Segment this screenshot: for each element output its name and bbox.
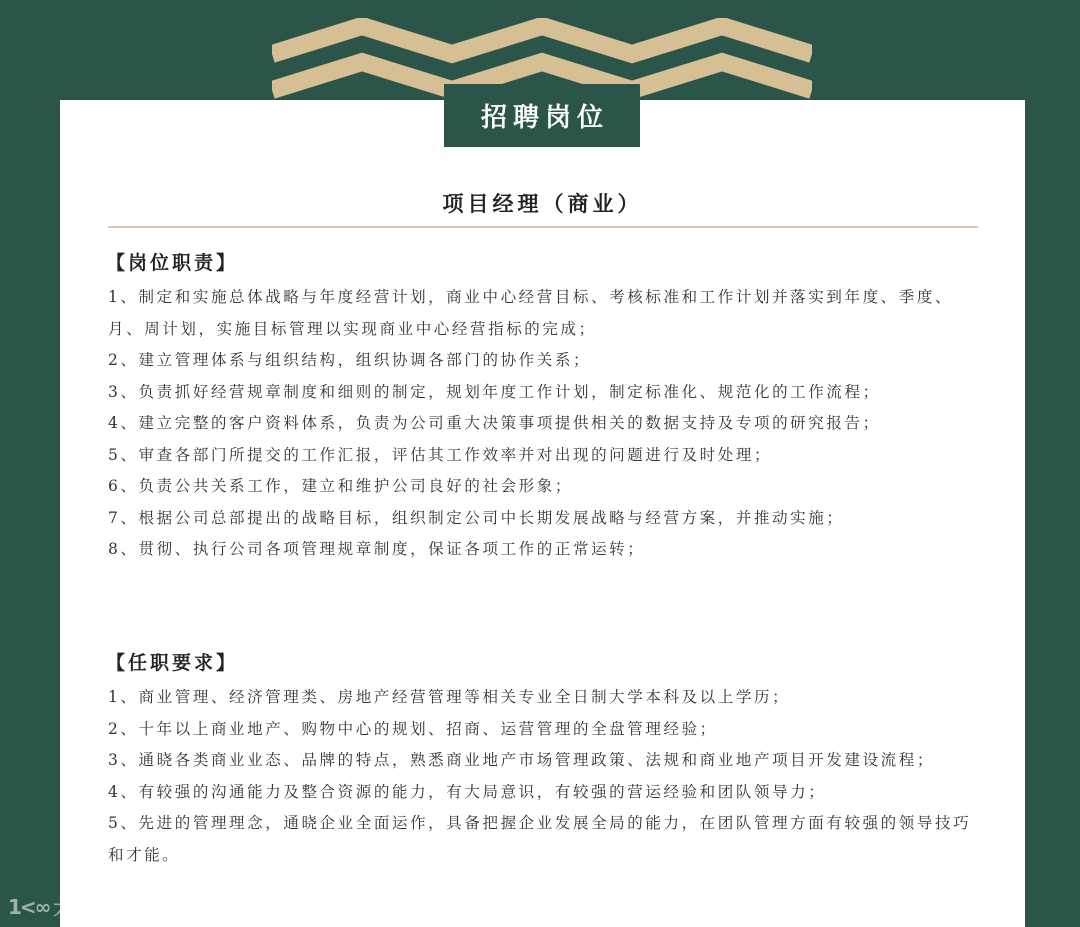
requirements-heading: 【任职要求】 [106, 652, 239, 674]
banner-title: 招聘岗位 [480, 103, 609, 133]
list-item: 1、商业管理、经济管理类、房地产经营管理等相关专业全日制大学本科及以上学历； [108, 688, 791, 706]
list-item: 2、建立管理体系与组织结构，组织协调各部门的协作关系； [108, 351, 592, 369]
responsibilities-heading: 【岗位职责】 [106, 252, 239, 274]
list-item: 5、先进的管理理念，通晓企业全面运作，具备把握企业发展全局的能力，在团队管理方面有较强的领导技巧和才能。 [108, 814, 972, 864]
watermark-text: 大数跨境 [53, 897, 130, 919]
responsibilities-list [108, 282, 978, 566]
list-item: 4、建立完整的客户资料体系，负责为公司重大决策事项提供相关的数据支持及专项的研究报告； [108, 414, 881, 432]
title-divider [108, 226, 978, 228]
list-item: 5、审查各部门所提交的工作汇报，评估其工作效率并对出现的问题进行及时处理； [108, 445, 773, 464]
list-item: 1、制定和实施总体战略与年度经营计划，商业中心经营目标、考核标准和工作计划并落实到年度、季度、月、周计划，实施目标管理以实现商业中心经营指标的完成； [108, 288, 954, 338]
list-item: 2、十年以上商业地产、购物中心的规划、招商、运营管理的全盘管理经验； [108, 719, 718, 738]
list-item: 8、贯彻、执行公司各项管理规章制度，保证各项工作的正常运转； [108, 540, 646, 558]
list-item: 6、负责公共关系工作，建立和维护公司良好的社会形象； [108, 477, 573, 495]
section-banner [444, 84, 640, 147]
list-item: 4、有较强的沟通能力及整合资源的能力，有大局意识，有较强的营运经验和团队领导力； [108, 782, 827, 801]
list-item: 3、负责抓好经营规章制度和细则的制定，规划年度工作计划，制定标准化、规范化的工作流程； [108, 382, 881, 401]
list-item: 7、根据公司总部提出的战略目标，组织制定公司中长期发展战略与经营方案，并推动实施； [108, 508, 845, 527]
job-title: 项目经理（商业） [442, 191, 643, 216]
watermark [8, 893, 129, 920]
watermark-logo-icon: 1<∞ [8, 894, 50, 919]
requirements-list [108, 682, 978, 871]
list-item: 3、通晓各类商业业态、品牌的特点，熟悉商业地产市场管理政策、法规和商业地产项目开发建设流程； [108, 751, 935, 769]
